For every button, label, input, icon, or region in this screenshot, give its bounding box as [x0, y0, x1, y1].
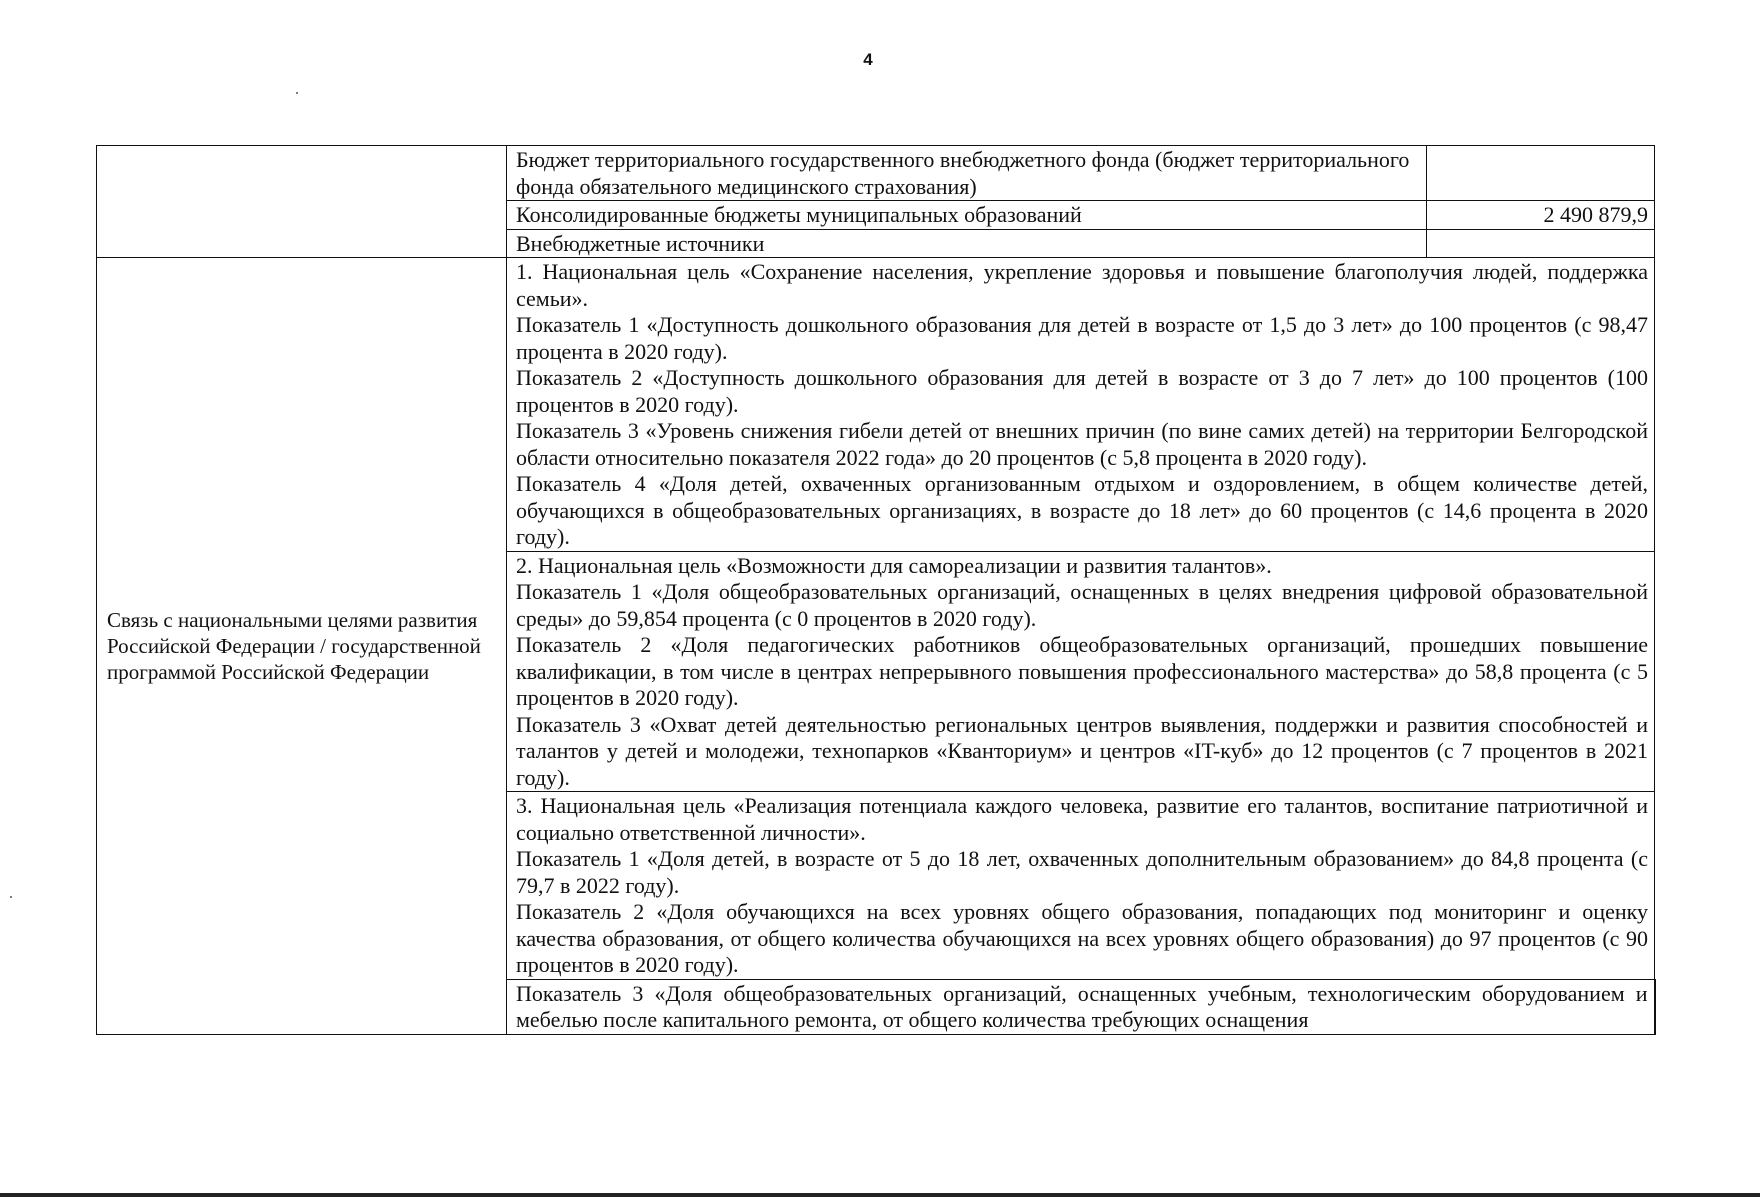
national-goal-block-3 [507, 792, 1655, 980]
national-goal-block-1 [507, 258, 1655, 552]
indicator-paragraph: Показатель 2 «Доступность дошкольного образования для детей в возрасте от 3 до 7 лет» до 100 процентов (100 процентов в 2020 году). [516, 365, 1648, 417]
funding-source-label: Консолидированные бюджеты муниципальных образований [507, 201, 1427, 230]
passport-table [96, 145, 1656, 1035]
indicator-paragraph: Показатель 2 «Доля педагогических работников общеобразовательных организаций, прошедших повышение квалификации, в том числе в центрах непрерывного повышения профессионального мастерства» до 58,8 процента (с 5 процентов в 2020 году). [516, 632, 1648, 710]
indicator-paragraph: Показатель 3 «Уровень снижения гибели детей от внешних причин (по вине самих детей) на территории Белгородской области относительно показателя 2022 года» до 20 процентов (с 5,8 процента в 2020 году). [516, 418, 1648, 470]
goal-paragraph: 1. Национальная цель «Сохранение населения, укрепление здоровья и повышение благополучия людей, поддержка семьи». [516, 259, 1648, 311]
scan-speck [10, 896, 12, 898]
indicator-paragraph: Показатель 3 «Охват детей деятельностью региональных центров выявления, поддержки и развития способностей и талантов у детей и молодежи, технопарков «Кванториум» и центров «IT-куб» до 12 процентов (с 7 процентов в 2021 году). [516, 711, 1648, 790]
indicator-paragraph: Показатель 1 «Доступность дошкольного образования для детей в возрасте от 1,5 до 3 лет» до 100 процентов (с 98,47 процента в 2020 году). [516, 312, 1648, 364]
bottom-edge-rule [0, 1193, 1760, 1197]
national-goals-link-label: Связь с национальными целями развития Российской Федерации / государственной программой Российской Федерации [97, 258, 507, 1035]
goal-paragraph: 3. Национальная цель «Реализация потенциала каждого человека, развитие его талантов, воспитание патриотичной и социально ответственной личности». [516, 793, 1648, 845]
funding-source-value [1427, 146, 1655, 201]
funding-source-label: Бюджет территориального государственного внебюджетного фонда (бюджет территориального фонда обязательного медицинского страхования) [507, 146, 1427, 201]
funding-source-value: 2 490 879,9 [1427, 201, 1655, 230]
funding-source-label: Внебюджетные источники [507, 229, 1427, 258]
national-goal-block-2 [507, 551, 1655, 792]
national-goal-block-4 [507, 979, 1655, 1034]
page-number: 4 [863, 50, 873, 69]
funding-source-value [1427, 229, 1655, 258]
table-row [97, 146, 1655, 201]
empty-label-cell [97, 146, 507, 258]
goal-paragraph: 2. Национальная цель «Возможности для самореализации и развития талантов». [516, 552, 1272, 578]
table-row [97, 258, 1655, 552]
indicator-paragraph: Показатель 4 «Доля детей, охваченных организованным отдыхом и оздоровлением, в общем количестве детей, обучающихся в общеобразовательных организациях, в возрасте до 18 лет» до 60 процентов (с 14,6 процента в 2020 году). [516, 471, 1648, 549]
scan-speck [296, 92, 298, 94]
indicator-paragraph: Показатель 1 «Доля общеобразовательных организаций, оснащенных в целях внедрения цифровой образовательной среды» до 59,854 процента (с 0 процентов в 2020 году). [516, 579, 1648, 631]
indicator-paragraph: Показатель 2 «Доля обучающихся на всех уровнях общего образования, попадающих под мониторинг и оценку качества образования, от общего количества обучающихся на всех уровнях общего образования) до 97 процентов (с 90 процентов в 2020 году). [516, 899, 1648, 977]
indicator-paragraph: Показатель 3 «Доля общеобразовательных организаций, оснащенных учебным, технологическим оборудованием и мебелью после капитального ремонта, от общего количества требующих оснащения [516, 980, 1648, 1032]
indicator-paragraph: Показатель 1 «Доля детей, в возрасте от 5 до 18 лет, охваченных дополнительным образованием» до 84,8 процента (с 79,7 в 2022 году). [516, 846, 1648, 898]
